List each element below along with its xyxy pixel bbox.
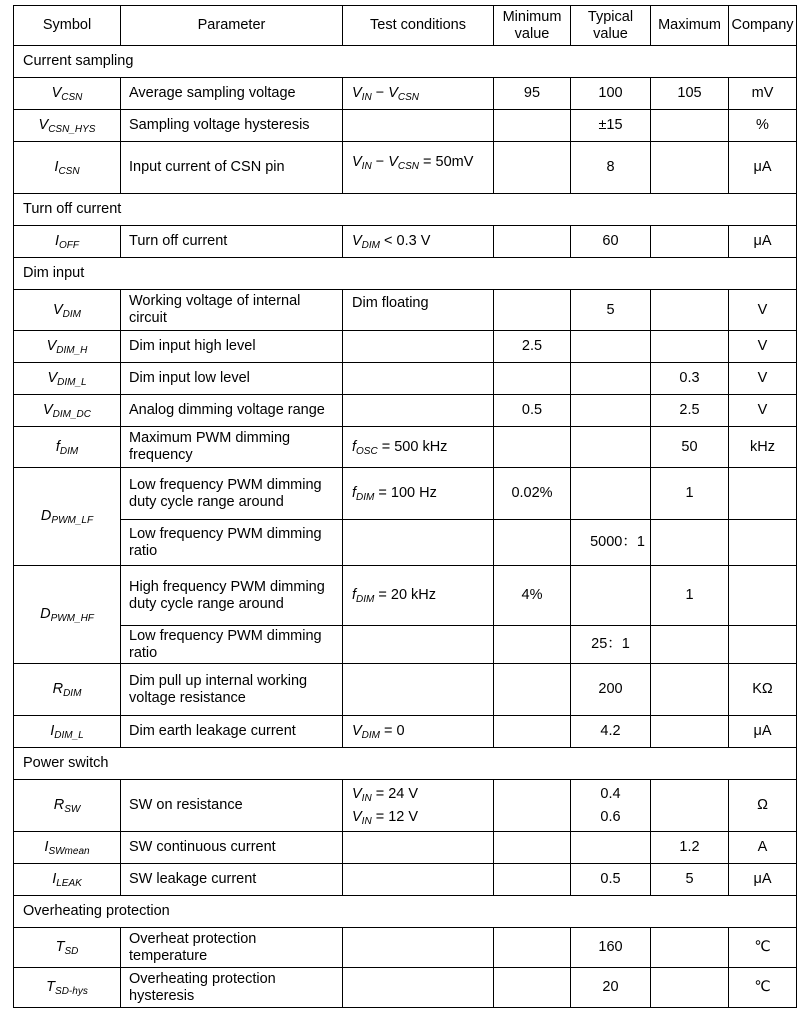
section-overheating-protection: Overheating protection [14,896,797,928]
unit-cell: ℃ [729,968,797,1008]
cond-var: V [352,85,362,101]
typ-cell: 100 [571,78,651,110]
condition-cell [343,664,494,716]
section-row [14,896,797,928]
min-cell [494,968,571,1008]
max-cell: 1.2 [651,832,729,864]
section-row [14,194,797,226]
unit-cell: ℃ [729,928,797,968]
unit-cell: A [729,832,797,864]
condition-cell [343,110,494,142]
condition-cell [343,363,494,395]
unit-cell: mV [729,78,797,110]
cond-var: f [352,438,357,455]
typ-cell: 0.5 [571,864,651,896]
parameter-line1: Dim pull up internal working [129,672,308,689]
symbol-cell [14,832,121,864]
table-row [14,468,797,520]
max-cell [651,142,729,194]
parameter-cell [121,626,343,664]
condition-line [352,783,493,806]
unit-cell: V [729,363,797,395]
max-cell [651,110,729,142]
typ-value-line2: 0.6 [600,808,621,825]
parameter-line1: Overheating protection [129,970,276,987]
cond-var: V [352,808,362,825]
header-row [14,6,797,46]
symbol-cell [14,427,121,468]
symbol-cell [14,864,121,896]
table-row [14,716,797,748]
parameter-line1: Overheat protection [129,930,257,947]
table-row [14,427,797,468]
symbol-letter: V [46,338,57,354]
parameter-line1: Low frequency PWM dimming [129,525,322,542]
table-row [14,520,797,566]
header-parameter: Parameter [121,6,343,46]
condition-cell [343,968,494,1008]
typ-cell [571,395,651,427]
cond-operator: − [371,154,389,170]
condition-cell [343,864,494,896]
table-row [14,395,797,427]
typ-cell [571,427,651,468]
unit-cell [729,626,797,664]
symbol-cell [14,780,121,832]
section-current-sampling: Current sampling [14,46,797,78]
header-test-conditions: Test conditions [343,6,494,46]
header-minimum-line2: value [514,25,550,42]
parameter-cell [121,468,343,520]
symbol-subscript: DIM [62,308,81,320]
cond-sub: CSN [397,161,419,172]
section-dim-input: Dim input [14,258,797,290]
section-turn-off-current: Turn off current [14,194,797,226]
parameter-line2: circuit [129,310,167,326]
section-row [14,258,797,290]
condition-cell [343,142,494,194]
table-row [14,363,797,395]
symbol-letter: I [52,871,57,887]
parameter-cell: Sampling voltage hysteresis [121,110,343,142]
symbol-subscript: DIM [59,445,79,457]
symbol-cell [14,142,121,194]
min-cell [494,363,571,395]
parameter-cell [121,290,343,331]
min-cell [494,780,571,832]
max-cell: 1 [651,468,729,520]
parameter-line2: duty cycle range around [129,493,284,510]
typ-cell: 60 [571,226,651,258]
cond-var: V [388,85,398,101]
symbol-letter: V [52,301,63,318]
max-cell [651,664,729,716]
condition-cell: Dim floating [343,290,494,331]
max-cell: 105 [651,78,729,110]
max-cell [651,626,729,664]
cond-value: = 0 [380,723,405,739]
cond-var: V [352,785,362,802]
condition-cell [343,331,494,363]
table-row [14,864,797,896]
min-cell [494,664,571,716]
parameter-line1: Low frequency PWM dimming [129,627,322,644]
parameter-cell: Analog dimming voltage range [121,395,343,427]
parameter-cell: Average sampling voltage [121,78,343,110]
table-row [14,664,797,716]
cond-var: V [352,233,362,249]
symbol-subscript: LEAK [56,878,82,889]
typ-cell [571,363,651,395]
condition-cell [343,626,494,664]
parameter-cell [121,566,343,626]
cond-sub: IN [361,92,372,103]
parameter-line2: hysteresis [129,987,195,1004]
cond-sub: CSN [397,92,419,103]
header-company: Company [729,6,797,46]
symbol-letter: D [40,606,51,622]
typ-cell: 25：1 [571,626,651,664]
typ-cell: 8 [571,142,651,194]
parameter-line2: frequency [129,447,193,463]
max-cell: 0.3 [651,363,729,395]
typ-cell [571,566,651,626]
symbol-letter: T [46,979,56,995]
symbol-subscript: SWmean [48,846,90,857]
min-cell [494,110,571,142]
condition-cell [343,520,494,566]
cond-value: = 24 V [371,785,419,802]
symbol-cell [14,928,121,968]
header-typical [571,6,651,46]
cond-value: = 500 kHz [377,438,448,455]
symbol-letter: I [50,723,55,739]
min-cell [494,832,571,864]
max-cell: 5 [651,864,729,896]
table-row [14,78,797,110]
typ-value-line1: 0.4 [600,785,621,802]
symbol-cell [14,395,121,427]
symbol-letter: R [52,681,64,697]
parameter-line1: Low frequency PWM dimming [129,476,322,493]
header-minimum-line1: Minimum [502,8,562,25]
table-row [14,626,797,664]
parameter-cell: SW continuous current [121,832,343,864]
parameter-cell [121,928,343,968]
symbol-letter: I [44,839,49,855]
symbol-subscript: DIM_L [54,730,84,741]
section-power-switch: Power switch [14,748,797,780]
min-cell: 0.02% [494,468,571,520]
cond-value: = 100 Hz [374,485,437,501]
unit-cell: V [729,395,797,427]
cond-sub: DIM [361,730,381,741]
symbol-letter: I [54,159,59,175]
condition-cell [343,928,494,968]
unit-cell: kHz [729,427,797,468]
table-row [14,142,797,194]
symbol-letter: V [51,85,62,101]
unit-cell: V [729,290,797,331]
typ-cell: 160 [571,928,651,968]
parameter-cell: Dim input low level [121,363,343,395]
unit-cell [729,468,797,520]
parameter-line2: voltage resistance [129,689,246,706]
table-row [14,968,797,1008]
parameter-cell: SW on resistance [121,780,343,832]
typ-cell: 200 [571,664,651,716]
min-cell [494,226,571,258]
typ-cell [571,331,651,363]
unit-cell [729,520,797,566]
symbol-subscript: CSN [58,166,80,177]
symbol-cell [14,468,121,566]
symbol-subscript: SW [64,804,81,815]
typ-cell [571,468,651,520]
cond-value: < 0.3 V [380,233,431,249]
cond-operator: − [371,85,389,101]
parameter-cell: Dim earth leakage current [121,716,343,748]
cond-sub: DIM [356,492,375,503]
parameter-line2: ratio [129,542,158,559]
symbol-subscript: SD [64,946,79,957]
typ-cell [571,780,651,832]
section-row [14,748,797,780]
header-typical-line1: Typical [587,8,634,25]
parameter-cell [121,520,343,566]
parameter-cell [121,427,343,468]
min-cell: 95 [494,78,571,110]
parameter-cell [121,664,343,716]
symbol-subscript: OFF [59,240,80,251]
typ-cell: 5 [571,290,651,331]
symbol-letter: V [38,117,49,133]
symbol-letter: V [47,370,58,386]
symbol-cell [14,566,121,664]
min-cell: 4% [494,566,571,626]
symbol-subscript: CSN [61,92,83,103]
symbol-letter: f [55,438,60,455]
parameter-cell: SW leakage current [121,864,343,896]
symbol-cell [14,331,121,363]
condition-cell [343,832,494,864]
unit-cell: KΩ [729,664,797,716]
header-maximum: Maximum [651,6,729,46]
parameter-line1: Working voltage of internal [129,293,301,309]
condition-cell [343,716,494,748]
cond-sub: OSC [356,445,378,457]
parameter-line2: ratio [129,644,158,661]
min-cell [494,626,571,664]
min-cell [494,290,571,331]
min-cell [494,142,571,194]
unit-cell [729,566,797,626]
symbol-subscript: PWM_LF [51,515,94,526]
table-row [14,110,797,142]
max-cell [651,968,729,1008]
parameter-line2: temperature [129,947,208,964]
min-cell [494,427,571,468]
max-cell [651,780,729,832]
condition-cell [343,780,494,832]
cond-sub: IN [361,161,372,172]
table-row [14,832,797,864]
max-cell [651,290,729,331]
symbol-cell [14,664,121,716]
condition-cell [343,226,494,258]
min-cell: 0.5 [494,395,571,427]
typ-cell: 5000：1 [571,520,651,566]
symbol-cell [14,226,121,258]
parameter-cell: Turn off current [121,226,343,258]
unit-cell: μA [729,142,797,194]
typ-cell: 20 [571,968,651,1008]
condition-cell [343,427,494,468]
symbol-subscript: PWM_HF [50,613,94,624]
min-cell [494,520,571,566]
parameter-line2: duty cycle range around [129,595,284,612]
cond-value: = 12 V [371,808,419,825]
parameter-cell [121,968,343,1008]
header-symbol: Symbol [14,6,121,46]
cond-var: f [352,587,357,603]
condition-cell [343,395,494,427]
min-cell [494,716,571,748]
parameter-cell: Dim input high level [121,331,343,363]
symbol-letter: R [53,797,65,813]
max-cell: 1 [651,566,729,626]
unit-cell: Ω [729,780,797,832]
header-typical-line2: value [593,25,628,42]
symbol-subscript: DIM_DC [52,409,91,420]
cond-sub: DIM [356,594,375,605]
cond-var: V [352,154,362,170]
cond-value: = 20 kHz [374,587,437,603]
cond-value: = 50mV [419,154,474,170]
symbol-subscript: DIM [63,688,82,699]
table-row [14,290,797,331]
typ-cell: ±15 [571,110,651,142]
symbol-letter: T [55,939,65,955]
symbol-cell [14,110,121,142]
section-row [14,46,797,78]
condition-cell [343,468,494,520]
min-cell [494,864,571,896]
table-row [14,331,797,363]
cond-var: V [388,154,398,170]
min-cell [494,928,571,968]
condition-cell [343,566,494,626]
symbol-subscript: DIM_H [56,345,88,356]
unit-cell: μA [729,716,797,748]
max-cell: 50 [651,427,729,468]
symbol-letter: V [42,402,53,418]
condition-cell [343,78,494,110]
cond-var: V [352,723,362,739]
electrical-characteristics-table [13,5,797,1008]
max-cell [651,520,729,566]
condition-line [352,806,493,829]
cond-var: f [352,485,357,501]
table-row [14,226,797,258]
max-cell: 2.5 [651,395,729,427]
cond-sub: IN [361,792,372,804]
parameter-cell: Input current of CSN pin [121,142,343,194]
parameter-line1: High frequency PWM dimming [129,578,325,595]
symbol-cell [14,968,121,1008]
max-cell [651,928,729,968]
symbol-cell [14,716,121,748]
unit-cell: μA [729,226,797,258]
symbol-subscript: DIM_L [57,377,87,388]
typ-cell: 4.2 [571,716,651,748]
table-row [14,780,797,832]
header-minimum [494,6,571,46]
symbol-subscript: SD-hys [55,986,88,997]
max-cell [651,226,729,258]
symbol-cell [14,78,121,110]
typ-cell [571,832,651,864]
symbol-cell [14,363,121,395]
max-cell [651,331,729,363]
unit-cell: % [729,110,797,142]
min-cell: 2.5 [494,331,571,363]
table-row [14,566,797,626]
parameter-line1: Maximum PWM dimming [129,430,291,446]
symbol-subscript: CSN_HYS [48,124,96,135]
table-row [14,928,797,968]
cond-sub: DIM [361,240,381,251]
symbol-cell [14,290,121,331]
unit-cell: μA [729,864,797,896]
unit-cell: V [729,331,797,363]
max-cell [651,716,729,748]
symbol-letter: D [40,508,52,524]
symbol-letter: I [54,233,60,249]
cond-sub: IN [361,815,372,827]
